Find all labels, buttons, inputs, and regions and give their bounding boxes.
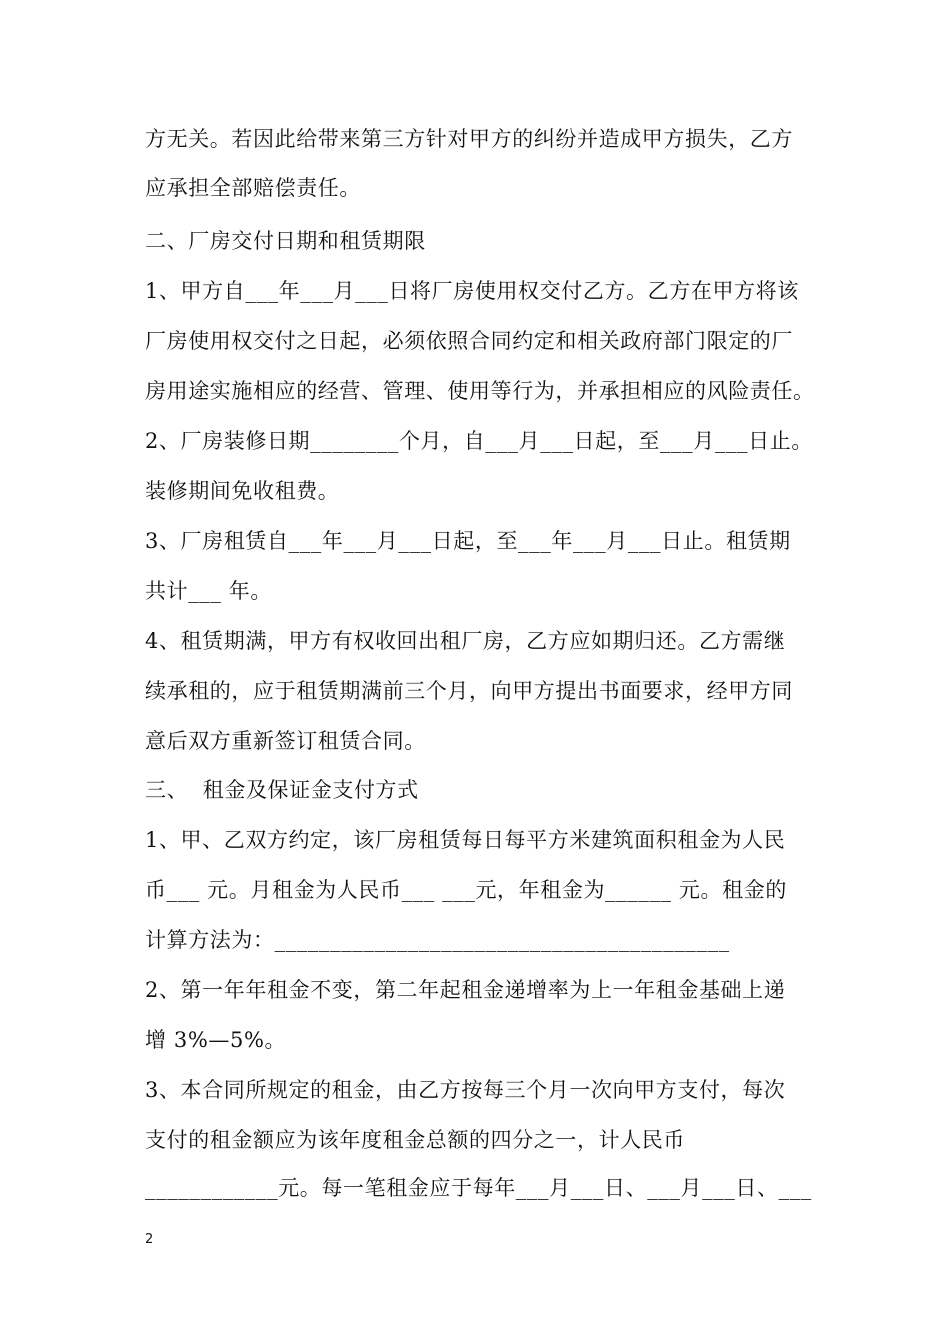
text-line: 应承担全部赔偿责任。 bbox=[145, 176, 361, 200]
text-line: 支付的租金额应为该年度租金总额的四分之一，计人民币 bbox=[145, 1128, 685, 1152]
text-line: 3、厂房租赁自___年___月___日起，至___年___月___日止。租赁期 bbox=[145, 529, 791, 553]
text-line: 3、本合同所规定的租金，由乙方按每三个月一次向甲方支付，每次 bbox=[145, 1078, 786, 1102]
text-line: 厂房使用权交付之日起，必须依照合同约定和相关政府部门限定的厂 bbox=[145, 329, 793, 353]
text-line: ____________元。每一笔租金应于每年___月___日、___月___日、___ bbox=[145, 1176, 812, 1200]
text-line: 1、甲、乙双方约定，该厂房租赁每日每平方米建筑面积租金为人民 bbox=[145, 828, 786, 852]
section-heading: 三、 租金及保证金支付方式 bbox=[145, 778, 419, 802]
text-line: 方无关。若因此给带来第三方针对甲方的纠纷并造成甲方损失，乙方 bbox=[145, 127, 793, 151]
text-line: 币___ 元。月租金为人民币___ ___元，年租金为______ 元。租金的 bbox=[145, 878, 787, 902]
page-number: 2 bbox=[145, 1232, 154, 1247]
text-line: 2、厂房装修日期________个月，自___月___日起，至___月___日止。 bbox=[145, 429, 813, 453]
text-line: 2、第一年年租金不变，第二年起租金递增率为上一年租金基础上递 bbox=[145, 978, 786, 1002]
text-line: 共计___ 年。 bbox=[145, 579, 272, 603]
text-line: 1、甲方自___年___月___日将厂房使用权交付乙方。乙方在甲方将该 bbox=[145, 279, 799, 303]
text-line: 装修期间免收租费。 bbox=[145, 479, 340, 503]
text-line: 房用途实施相应的经营、管理、使用等行为，并承担相应的风险责任。 bbox=[145, 379, 815, 403]
text-line: 续承租的，应于租赁期满前三个月，向甲方提出书面要求，经甲方同 bbox=[145, 679, 793, 703]
text-line: 意后双方重新签订租赁合同。 bbox=[145, 729, 426, 753]
text-line: 4、租赁期满，甲方有权收回出租厂房，乙方应如期归还。乙方需继 bbox=[145, 629, 786, 653]
section-heading: 二、厂房交付日期和租赁期限 bbox=[145, 229, 426, 253]
text-line: 计算方法为：_________________________________________ bbox=[145, 928, 730, 952]
text-line: 增 3%—5%。 bbox=[145, 1028, 287, 1052]
